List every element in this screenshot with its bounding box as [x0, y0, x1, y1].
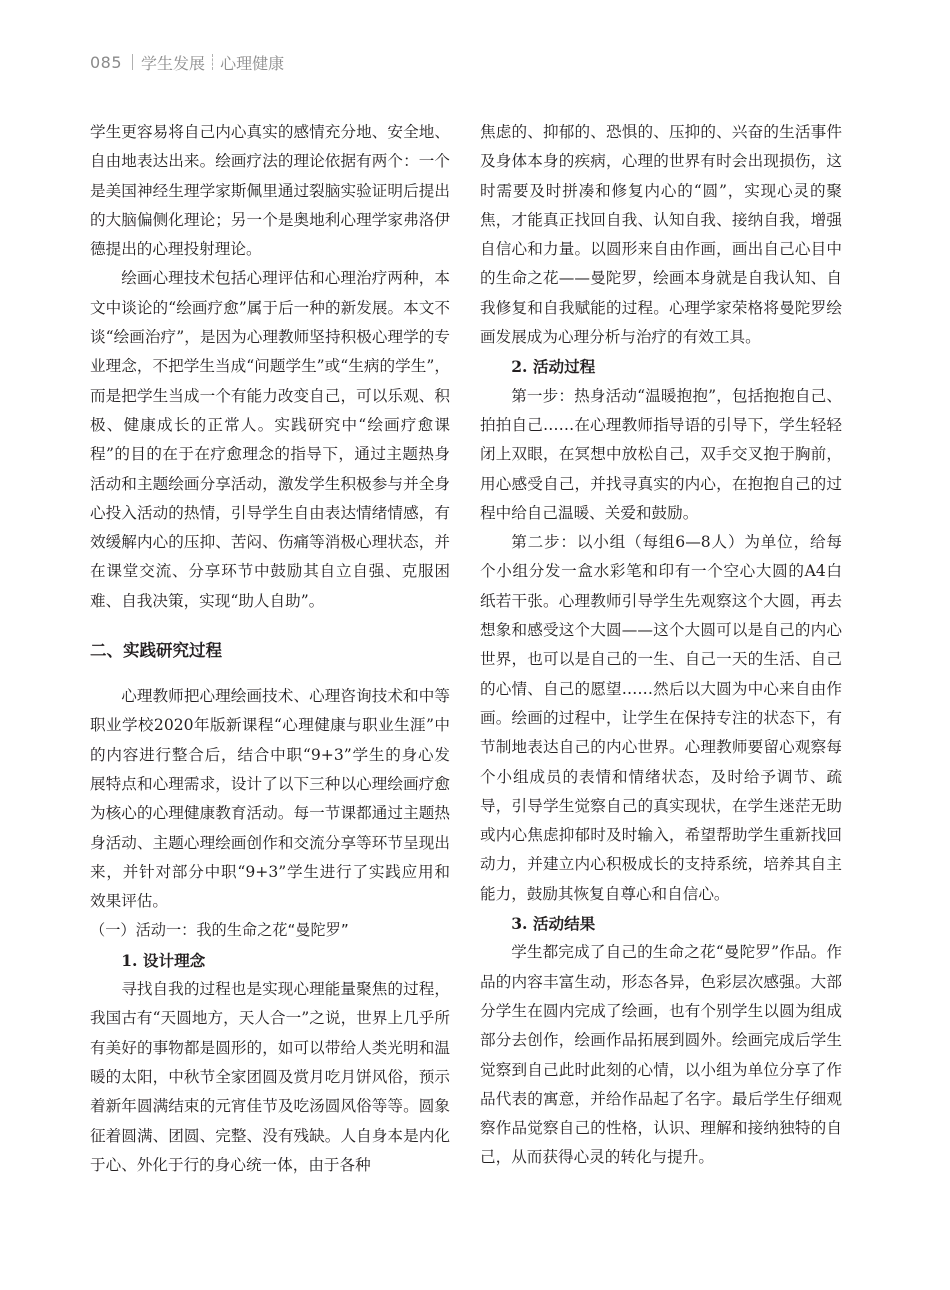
header-dashed-divider [212, 54, 213, 70]
right-column [480, 118, 842, 1173]
sub-subsection-heading: 1. 设计理念 [121, 950, 206, 970]
paragraph: 第二步：以小组（每组6—8人）为单位，给每个小组分发一盒水彩笔和印有一个空心大圆的A4白纸若干张。心理教师引导学生先观察这个大圆，再去想象和感受这个大圆——这个大圆可以是自己的内心世界，也可以是自己的一生、自己一天的生活、自己的心情、自己的愿望……然后以大圆为中心来自由作画。绘画的过程中，让学生在保持专注的状态下，有节制地表达自己的内心世界。心理教师要留心观察每个小组成员的表情和情绪状态，及时给予调节、疏导，引导学生觉察自己的真实现状，在学生迷茫无助或内心焦虑抑郁时及时输入，希望帮助学生重新找回动力，并建立内心积极成长的支持系统，培养其自主能力，鼓励其恢复自尊心和自信心。 [480, 533, 842, 903]
paragraph: 焦虑的、抑郁的、恐惧的、压抑的、兴奋的生活事件及身体本身的疾病，心理的世界有时会出现损伤，这时需要及时拼凑和修复内心的“圆”，实现心灵的聚焦，才能真正找回自我、认知自我、接纳自我，增强自信心和力量。以圆形来自由作画，画出自己心目中的生命之花——曼陀罗，绘画本身就是自我认知、自我修复和自我赋能的过程。心理学家荣格将曼陀罗绘画发展成为心理分析与治疗的有效工具。 [480, 123, 842, 347]
page-number: 085 [90, 52, 123, 72]
paragraph: 学生都完成了自己的生命之花“曼陀罗”作品。作品的内容丰富生动，形态各异，色彩层次感强。大部分学生在圆内完成了绘画，也有个别学生以圆为组成部分去创作，绘画作品拓展到圆外。绘画完成后学生觉察到自己此时此刻的心情，以小组为单位分享了作品代表的寓意，并给作品起了名字。最后学生仔细观察作品觉察自己的性格，认识、理解和接纳独特的自己，从而获得心灵的转化与提升。 [480, 943, 842, 1167]
paragraph: 心理教师把心理绘画技术、心理咨询技术和中等职业学校2020年版新课程“心理健康与职业生涯”中的内容进行整合后，结合中职“9+3”学生的身心发展特点和心理需求，设计了以下三种以心理绘画疗愈为核心的心理健康教育活动。每一节课都通过主题热身活动、主题心理绘画创作和交流分享等环节呈现出来，并针对部分中职“9+3”学生进行了实践应用和效果评估。 [90, 687, 450, 911]
header-section: 学生发展 [141, 53, 206, 73]
sub-subsection-heading: 2. 活动过程 [511, 357, 596, 377]
header-subsection: 心理健康 [220, 53, 285, 73]
section-heading: 二、实践研究过程 [90, 641, 222, 661]
sub-subsection-heading: 3. 活动结果 [511, 914, 596, 934]
running-header [90, 50, 284, 74]
paragraph: 绘画心理技术包括心理评估和心理治疗两种，本文中谈论的“绘画疗愈”属于后一种的新发展。本文不谈“绘画治疗”，是因为心理教师坚持积极心理学的专业理念，不把学生当成“问题学生”或“生病的学生”，而是把学生当成一个有能力改变自己，可以乐观、积极、健康成长的正常人。实践研究中“绘画疗愈课程”的目的在于在疗愈理念的指导下，通过主题热身活动和主题绘画分享活动，激发学生积极参与并全身心投入活动的热情，引导学生自由表达情绪情感，有效缓解内心的压抑、苦闷、伤痛等消极心理状态，并在课堂交流、分享环节中鼓励其自立自强、克服困难、自我决策，实现“助人自助”。 [90, 269, 450, 610]
header-divider [132, 54, 133, 70]
left-column [90, 118, 450, 1180]
paragraph: 寻找自我的过程也是实现心理能量聚焦的过程，我国古有“天圆地方，天人合一”之说，世界上几乎所有美好的事物都是圆形的，如可以带给人类光明和温暖的太阳，中秋节全家团圆及赏月吃月饼风俗，预示着新年圆满结束的元宵佳节及吃汤圆风俗等等。圆象征着圆满、团圆、完整、没有残缺。人自身本是内化于心、外化于行的身心统一体，由于各种 [90, 980, 450, 1174]
subsection-heading: （一）活动一：我的生命之花“曼陀罗” [90, 921, 349, 940]
paragraph: 学生更容易将自己内心真实的感情充分地、安全地、自由地表达出来。绘画疗法的理论依据有两个：一个是美国神经生理学家斯佩里通过裂脑实验证明后提出的大脑偏侧化理论；另一个是奥地利心理学家弗洛伊德提出的心理投射理论。 [90, 123, 450, 259]
paragraph: 第一步：热身活动“温暖抱抱”，包括抱抱自己、拍拍自己……在心理教师指导语的引导下，学生轻轻闭上双眼，在冥想中放松自己，双手交叉抱于胸前，用心感受自己，并找寻真实的内心，在抱抱自己的过程中给自己温暖、关爱和鼓励。 [480, 386, 842, 522]
